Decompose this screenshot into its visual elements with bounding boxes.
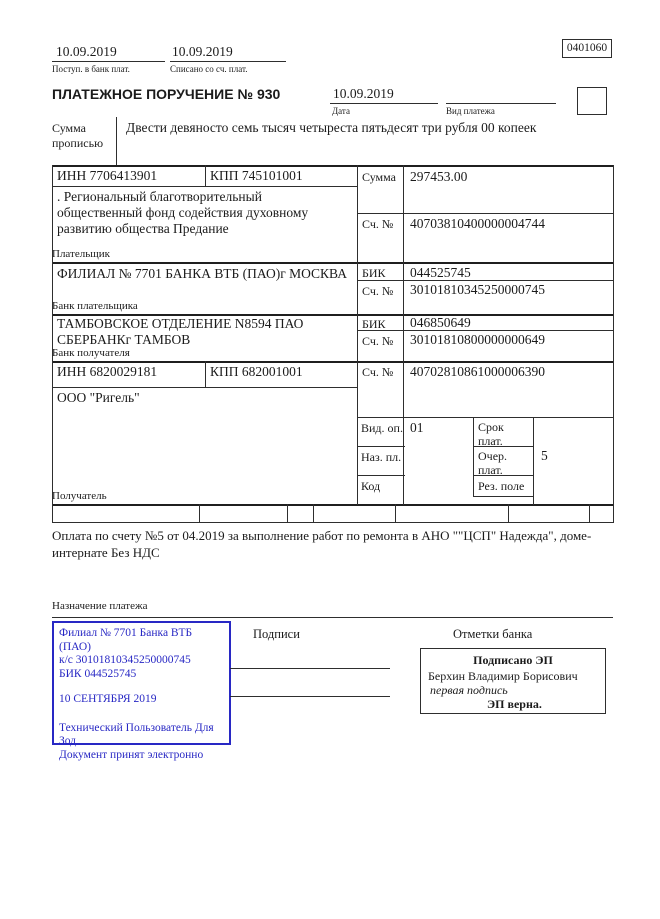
payer-account-label: Сч. № xyxy=(362,217,394,231)
amount-words-divider xyxy=(116,117,117,165)
payee-section-label: Получатель xyxy=(52,490,107,502)
table-line xyxy=(589,504,590,522)
stamp-line: к/с 30101810345250000745 xyxy=(59,654,191,666)
table-line xyxy=(205,165,206,187)
table-line xyxy=(52,262,613,264)
table-line xyxy=(199,504,200,522)
signer-name: Берхин Владимир Борисович xyxy=(428,669,578,683)
table-line xyxy=(357,280,613,281)
stamp-line: Филиал № 7701 Банка ВТБ (ПАО) xyxy=(59,627,193,653)
payment-kind-box xyxy=(577,87,607,115)
op-type-label: Вид. оп. xyxy=(361,421,403,435)
table-line xyxy=(533,417,534,505)
received-in-bank-date: 10.09.2019 xyxy=(56,44,117,59)
reserve-field-label: Рез. поле xyxy=(478,479,525,493)
table-line xyxy=(613,165,614,523)
table-line xyxy=(357,165,358,505)
op-type-value: 01 xyxy=(410,420,424,435)
payer-section-label: Плательщик xyxy=(52,248,110,260)
amount-words-label-2: прописью xyxy=(52,136,104,150)
purpose-text-line: интернате Без НДС xyxy=(52,545,160,560)
payee-name: ООО "Ригель" xyxy=(57,390,140,405)
signature-line xyxy=(230,668,390,669)
payee-bank-account-label: Сч. № xyxy=(362,334,394,348)
priority-label: Очер. плат. xyxy=(478,449,508,477)
payee-bank-bik: 046850649 xyxy=(410,315,471,330)
bank-stamp-box xyxy=(52,621,231,761)
code-label: Код xyxy=(361,479,381,493)
table-line xyxy=(357,446,405,447)
debited-date: 10.09.2019 xyxy=(172,44,233,59)
payee-account: 40702810861000006390 xyxy=(410,364,545,379)
table-line xyxy=(403,165,404,505)
amount-label: Сумма xyxy=(362,170,396,184)
payee-kpp: КПП 682001001 xyxy=(210,364,303,379)
purpose-text-line: Оплата по счету №5 от 04.2019 за выполнение работ по ремонта в АНО ""ЦСП" Надежда", доме- xyxy=(52,528,592,543)
payee-bank-bik-label: БИК xyxy=(362,317,386,331)
payer-bank-section-label: Банк плательщика xyxy=(52,300,138,312)
payee-bank-name-line: ТАМБОВСКОЕ ОТДЕЛЕНИЕ N8594 ПАО xyxy=(57,316,304,331)
table-line xyxy=(52,504,613,506)
payee-account-label: Сч. № xyxy=(362,365,394,379)
signature-kind-note: первая подпись xyxy=(430,683,508,697)
payer-inn: ИНН 7706413901 xyxy=(57,168,158,183)
table-line xyxy=(313,504,314,522)
table-line xyxy=(52,522,613,523)
table-line xyxy=(357,330,613,331)
payer-account: 40703810400000004744 xyxy=(410,216,545,231)
payer-name-line: общественный фонд содействия духовному xyxy=(57,205,309,220)
table-line xyxy=(357,417,613,418)
debited-label: Списано со сч. плат. xyxy=(170,64,248,74)
signed-ep-title: Подписано ЭП xyxy=(473,653,553,667)
amount-words-label-1: Сумма xyxy=(52,121,86,135)
signatures-label: Подписи xyxy=(253,627,300,641)
table-line xyxy=(52,165,613,167)
payer-bank-name: ФИЛИАЛ № 7701 БАНКА ВТБ (ПАО)г МОСКВА xyxy=(57,266,347,281)
date-label: Дата xyxy=(332,106,350,116)
purpose-section-label: Назначение платежа xyxy=(52,600,148,612)
table-line xyxy=(473,417,474,497)
received-in-bank-label: Поступ. в банк плат. xyxy=(52,64,130,74)
stamp-note: Документ принят электронно xyxy=(59,748,204,761)
payer-name-line: . Региональный благотворительный xyxy=(57,189,262,204)
purpose-code-label: Наз. пл. xyxy=(361,450,402,464)
table-line xyxy=(357,213,613,214)
priority-value: 5 xyxy=(541,448,548,463)
payee-bank-name-line: СБЕРБАНКг ТАМБОВ xyxy=(57,332,191,347)
bank-marks-label: Отметки банка xyxy=(453,627,533,641)
payment-kind-label: Вид платежа xyxy=(446,106,495,116)
payee-bank-section-label: Банк получателя xyxy=(52,347,130,359)
document-title: ПЛАТЕЖНОЕ ПОРУЧЕНИЕ № 930 xyxy=(52,86,281,102)
stamp-date: 10 СЕНТЯБРЯ 2019 xyxy=(59,693,157,705)
table-line xyxy=(395,504,396,522)
form-code-box xyxy=(562,39,612,58)
payer-bank-bik-label: БИК xyxy=(362,266,386,280)
table-line xyxy=(52,361,613,363)
table-line xyxy=(508,504,509,522)
received-date-underline xyxy=(52,61,165,62)
table-line xyxy=(287,504,288,522)
table-line xyxy=(357,475,405,476)
stamp-user: Технический Пользователь Для Зод xyxy=(59,721,214,747)
table-line xyxy=(473,496,534,497)
pay-term-label: Срок плат. xyxy=(478,420,504,448)
payee-inn: ИНН 6820029181 xyxy=(57,364,158,379)
payer-kpp: КПП 745101001 xyxy=(210,168,303,183)
stamp-line: БИК 044525745 xyxy=(59,667,137,680)
signature-valid-text: ЭП верна. xyxy=(487,697,542,711)
document-date: 10.09.2019 xyxy=(333,86,394,101)
payer-bank-account-label: Сч. № xyxy=(362,284,394,298)
form-code: 0401060 xyxy=(566,42,608,54)
amount-in-words: Двести девяносто семь тысяч четыреста пятьдесят три рубля 00 копеек xyxy=(126,120,537,135)
date-underline xyxy=(330,103,438,104)
payer-bank-bik: 044525745 xyxy=(410,265,471,280)
payment-kind-underline xyxy=(446,103,556,104)
debited-date-underline xyxy=(170,61,286,62)
table-line xyxy=(205,361,206,388)
amount-value: 297453.00 xyxy=(410,169,468,184)
signature-line xyxy=(230,696,390,697)
purpose-bottom-line xyxy=(52,617,613,618)
digital-signature-box xyxy=(420,648,606,714)
table-line xyxy=(52,165,53,523)
payee-bank-account: 30101810800000000649 xyxy=(410,332,545,347)
payer-name-line: развитию общества Предание xyxy=(57,221,229,236)
payer-bank-account: 30101810345250000745 xyxy=(410,282,545,297)
